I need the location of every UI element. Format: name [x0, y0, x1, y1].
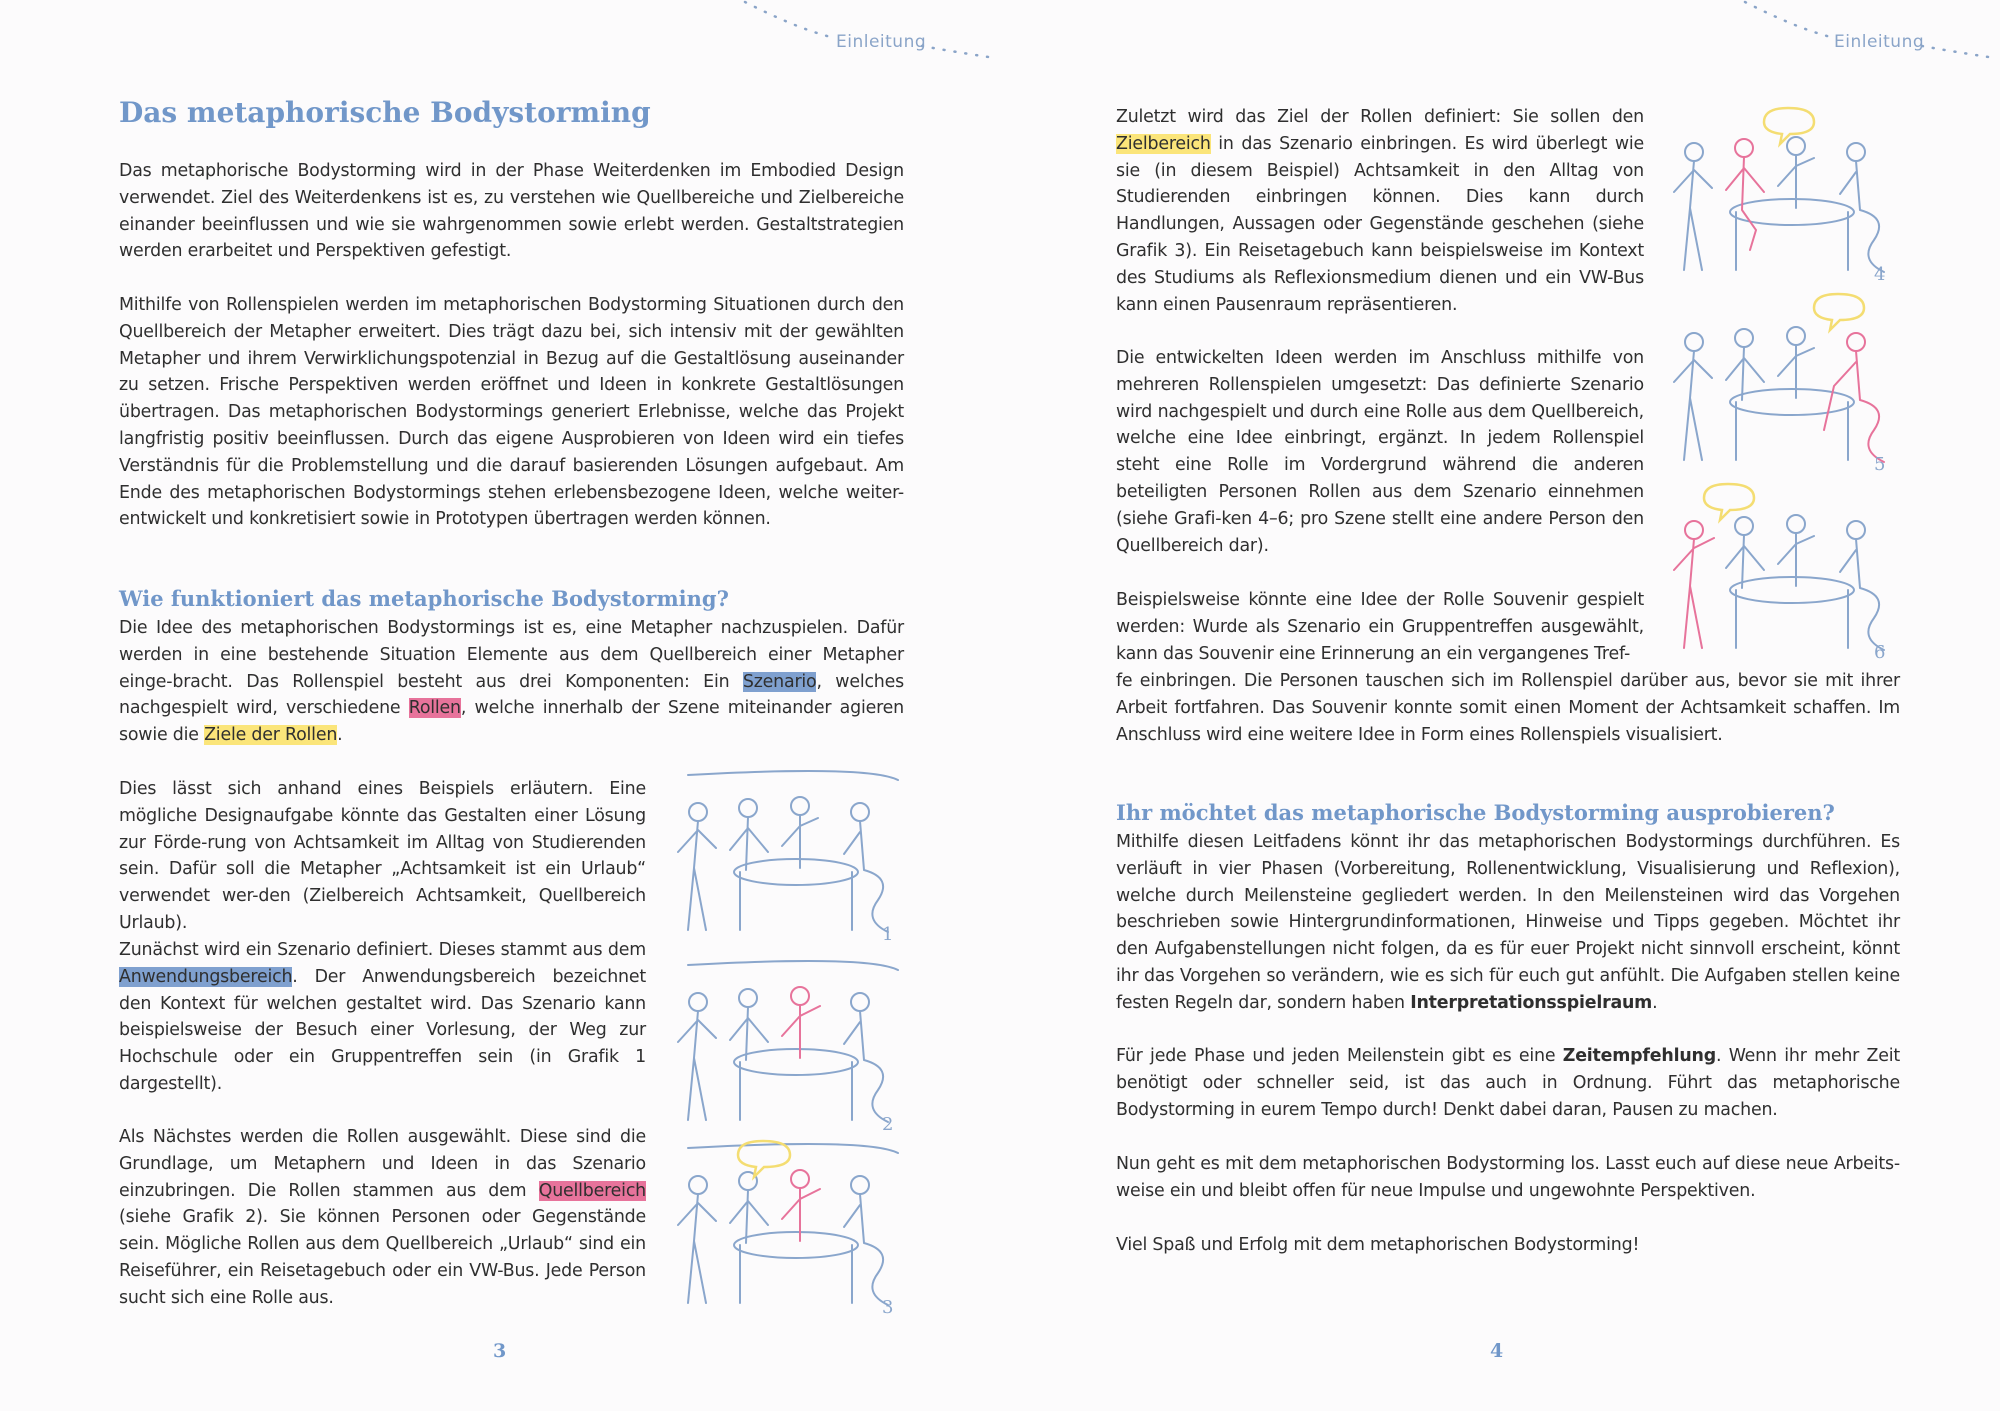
figure-number-5: 5	[1874, 454, 1886, 475]
bold-interpretationsspielraum: Interpretationsspielraum	[1410, 992, 1653, 1013]
right-page	[1000, 0, 2000, 1411]
highlight-szenario: Szenario	[742, 671, 817, 692]
rollenspiel-paragraph: Mithilfe von Rollenspielen werden im metaphorischen Bodystorming Situationen durch den Quellbereich der Metapher erweitert. Dies trägt dazu bei, sich intensiv mit der gewählten Metapher und ihrem Verwirklichungspotenzial in Bezug auf die Gestaltlösung auseinander zu setzen. Frische Perspektiven werden eröffnet und Ideen in konkrete Gestaltlösungen übertragen. Das metaphorischen Bodystormings generiert Erlebnisse, welche das Projekt langfristig positiv beeinflussen. Durch das eigene Ausprobieren von Ideen wird ein tiefes Verständnis für die Problemstellung und die darauf basierenden Lösungen aufgebaut. Am Ende des metaphorischen Bodystormings stehen erlebensbezogene Ideen, welche weiter-entwickelt und konkretisiert sowie in Prototypen übertragen werden können.	[119, 295, 904, 530]
rollen-paragraph: Als Nächstes werden die Rollen ausgewählt. Diese sind die Grundlage, um Metaphern und Ideen in das Szenario einzubringen. Die Rollen stammen aus dem Quellbereich (siehe Grafik 2). Sie können Personen oder Gegenstände sein. Mögliche Rollen aus dem Quellbereich „Urlaub“ sind ein Reiseführer, ein Reisetagebuch oder ein VW-Bus. Jede Person sucht sich eine Rolle aus.	[119, 1127, 646, 1308]
highlight-anwendungsbereich: Anwendungsbereich	[119, 966, 293, 987]
highlight-quellbereich: Quellbereich	[538, 1180, 646, 1201]
figure-number-1: 1	[882, 924, 894, 945]
closing-paragraph: Viel Spaß und Erfolg mit dem metaphorischen Bodystorming!	[1116, 1235, 1640, 1255]
szenario-paragraph: Zunächst wird ein Szenario definiert. Dieses stammt aus dem Anwendungsbereich. Der Anwendungsbereich bezeichnet den Kontext für welchen gestaltet wird. Das Szenario kann beispielsweise der Besuch einer Vorlesung, der Weg zur Hochschule oder ein Gruppentreffen sein (in Grafik 1 dargestellt).	[119, 940, 646, 1094]
start-paragraph: Nun geht es mit dem metaphorischen Bodystorming los. Lasst euch auf diese neue Arbeits-weise ein und bleibt offen für neue Impulse und ungewohnte Perspektiven.	[1116, 1154, 1900, 1201]
highlight-rollen: Rollen	[408, 698, 461, 719]
figure-number-4: 4	[1874, 264, 1886, 285]
section-heading-how: Wie funktioniert das metaphorische Bodystorming?	[119, 586, 729, 611]
figure-number-3: 3	[882, 1297, 894, 1318]
illustration-grafik-4	[1664, 100, 1904, 285]
highlight-ziele: Ziele der Rollen	[204, 725, 338, 746]
illustration-grafik-5	[1664, 290, 1904, 475]
ziel-paragraph: Zuletzt wird das Ziel der Rollen definiert: Sie sollen den Zielbereich in das Szenario einbringen. Es wird überlegt wie sie (in diesem Beispiel) Achtsamkeit in den Alltag von Studierenden einbringen können. Dies kann durch Handlungen, Aussagen oder Gegenstände geschehen (siehe Grafik 3). Ein Reisetagebuch kann beispielsweise im Kontext des Studiums als Reflexionsmedium dienen und ein VW-Bus kann einen Pausenraum repräsentieren.	[1116, 107, 1644, 315]
illustration-grafik-6	[1664, 478, 1904, 663]
illustration-grafik-2	[668, 950, 908, 1135]
time-paragraph: Für jede Phase und jeden Meilenstein gibt es eine Zeitempfehlung. Wenn ihr mehr Zeit benötigt oder schneller seid, ist das auch in Ordnung. Führt das metaphorische Bodystorming in eurem Tempo durch! Denkt dabei daran, Pausen zu machen.	[1116, 1046, 1901, 1120]
running-header: Einleitung	[836, 32, 927, 52]
highlight-zielbereich: Zielbereich	[1116, 133, 1211, 154]
illustration-grafik-1	[668, 760, 908, 945]
guide-paragraph: Mithilfe diesen Leitfadens könnt ihr das metaphorischen Bodystormings durchführen. Es verläuft in vier Phasen (Vorbereitung, Rollenentwicklung, Visualisierung und Reflexion), welche durch Meilensteine gegliedert werden. In den Meilensteinen wird das Vorgehen beschrieben sowie Hintergrundinformationen, Hinweise und Tipps gegeben. Möchtet ihr den Aufgabenstellungen nicht folgen, da es für euer Projekt nicht sinnvoll erscheint, könnt ihr das Vorgehen so verändern, wie es sich für euch gut anfühlt. Die Aufgaben stellen keine festen Regeln dar, sondern haben Interpretationsspielraum.	[1116, 832, 1900, 1013]
figure-number-6: 6	[1874, 642, 1886, 663]
running-header: Einleitung	[1834, 32, 1925, 52]
ideas-paragraph: Die entwickelten Ideen werden im Anschluss mithilfe von mehreren Rollenspielen umgesetzt: Das definierte Szenario wird nachgespielt und durch eine Rolle aus dem Quellbereich, welche eine Idee einbringt, ergänzt. In jedem Rollenspiel steht eine Rolle im Vordergrund während die anderen beteiligten Personen Rollen aus dem Szenario einnehmen (siehe Grafi-ken 4–6; pro Szene stellt eine andere Person den Quellbereich dar).	[1116, 348, 1644, 556]
page-number: 4	[1490, 1340, 1504, 1362]
bold-zeitempfehlung: Zeitempfehlung	[1562, 1046, 1716, 1066]
souvenir-paragraph-a: Beispielsweise könnte eine Idee der Rolle Souvenir gespielt werden: Wurde als Szenario ein Gruppentreffen ausgewählt, kann das Souvenir eine Erinnerung an ein vergangenes Tref-	[1116, 590, 1644, 664]
intro-paragraph: Das metaphorische Bodystorming wird in der Phase Weiterdenken im Embodied Design verwendet. Ziel des Weiterdenkens ist es, zu verstehen wie Quellbereiche und Zielbereiche einander beeinflussen und wie sie wahrgenommen sowie erlebt werden. Gestaltstrategien werden erarbeitet und Perspektiven gefestigt.	[119, 161, 904, 262]
figure-number-2: 2	[882, 1114, 894, 1135]
souvenir-paragraph-b: fe einbringen. Die Personen tauschen sich im Rollenspiel darüber aus, bevor sie mit ihrer Arbeit fortfahren. Das Souvenir konnte somit einen Moment der Achtsamkeit schaffen. Im Anschluss wird eine weitere Idee in Form eines Rollenspiels visualisiert.	[1116, 671, 1900, 745]
page-number: 3	[493, 1340, 507, 1362]
example-paragraph: Dies lässt sich anhand eines Beispiels erläutern. Eine mögliche Designaufgabe könnte das Gestalten einer Lösung zur Förde-rung von Achtsamkeit im Alltag von Studierenden sein. Dafür soll die Metapher „Achtsamkeit ist ein Urlaub“ verwendet wer-den (Zielbereich Achtsamkeit, Quellbereich Urlaub).	[119, 779, 646, 933]
illustration-grafik-3	[668, 1133, 908, 1318]
section-heading-try: Ihr möchtet das metaphorische Bodystorming ausprobieren?	[1116, 800, 1835, 825]
components-paragraph: Die Idee des metaphorischen Bodystormings ist es, eine Metapher nachzuspielen. Dafür werden in eine bestehende Situation Elemente aus dem Quellbereich einer Metapher einge-bracht. Das Rollenspiel besteht aus drei Komponenten: Ein Szenario, welches nachgespielt wird, verschiedene Rollen, welche innerhalb der Szene miteinander agieren sowie die Ziele der Rollen.	[119, 618, 904, 746]
page-title: Das metaphorische Bodystorming	[119, 96, 651, 129]
